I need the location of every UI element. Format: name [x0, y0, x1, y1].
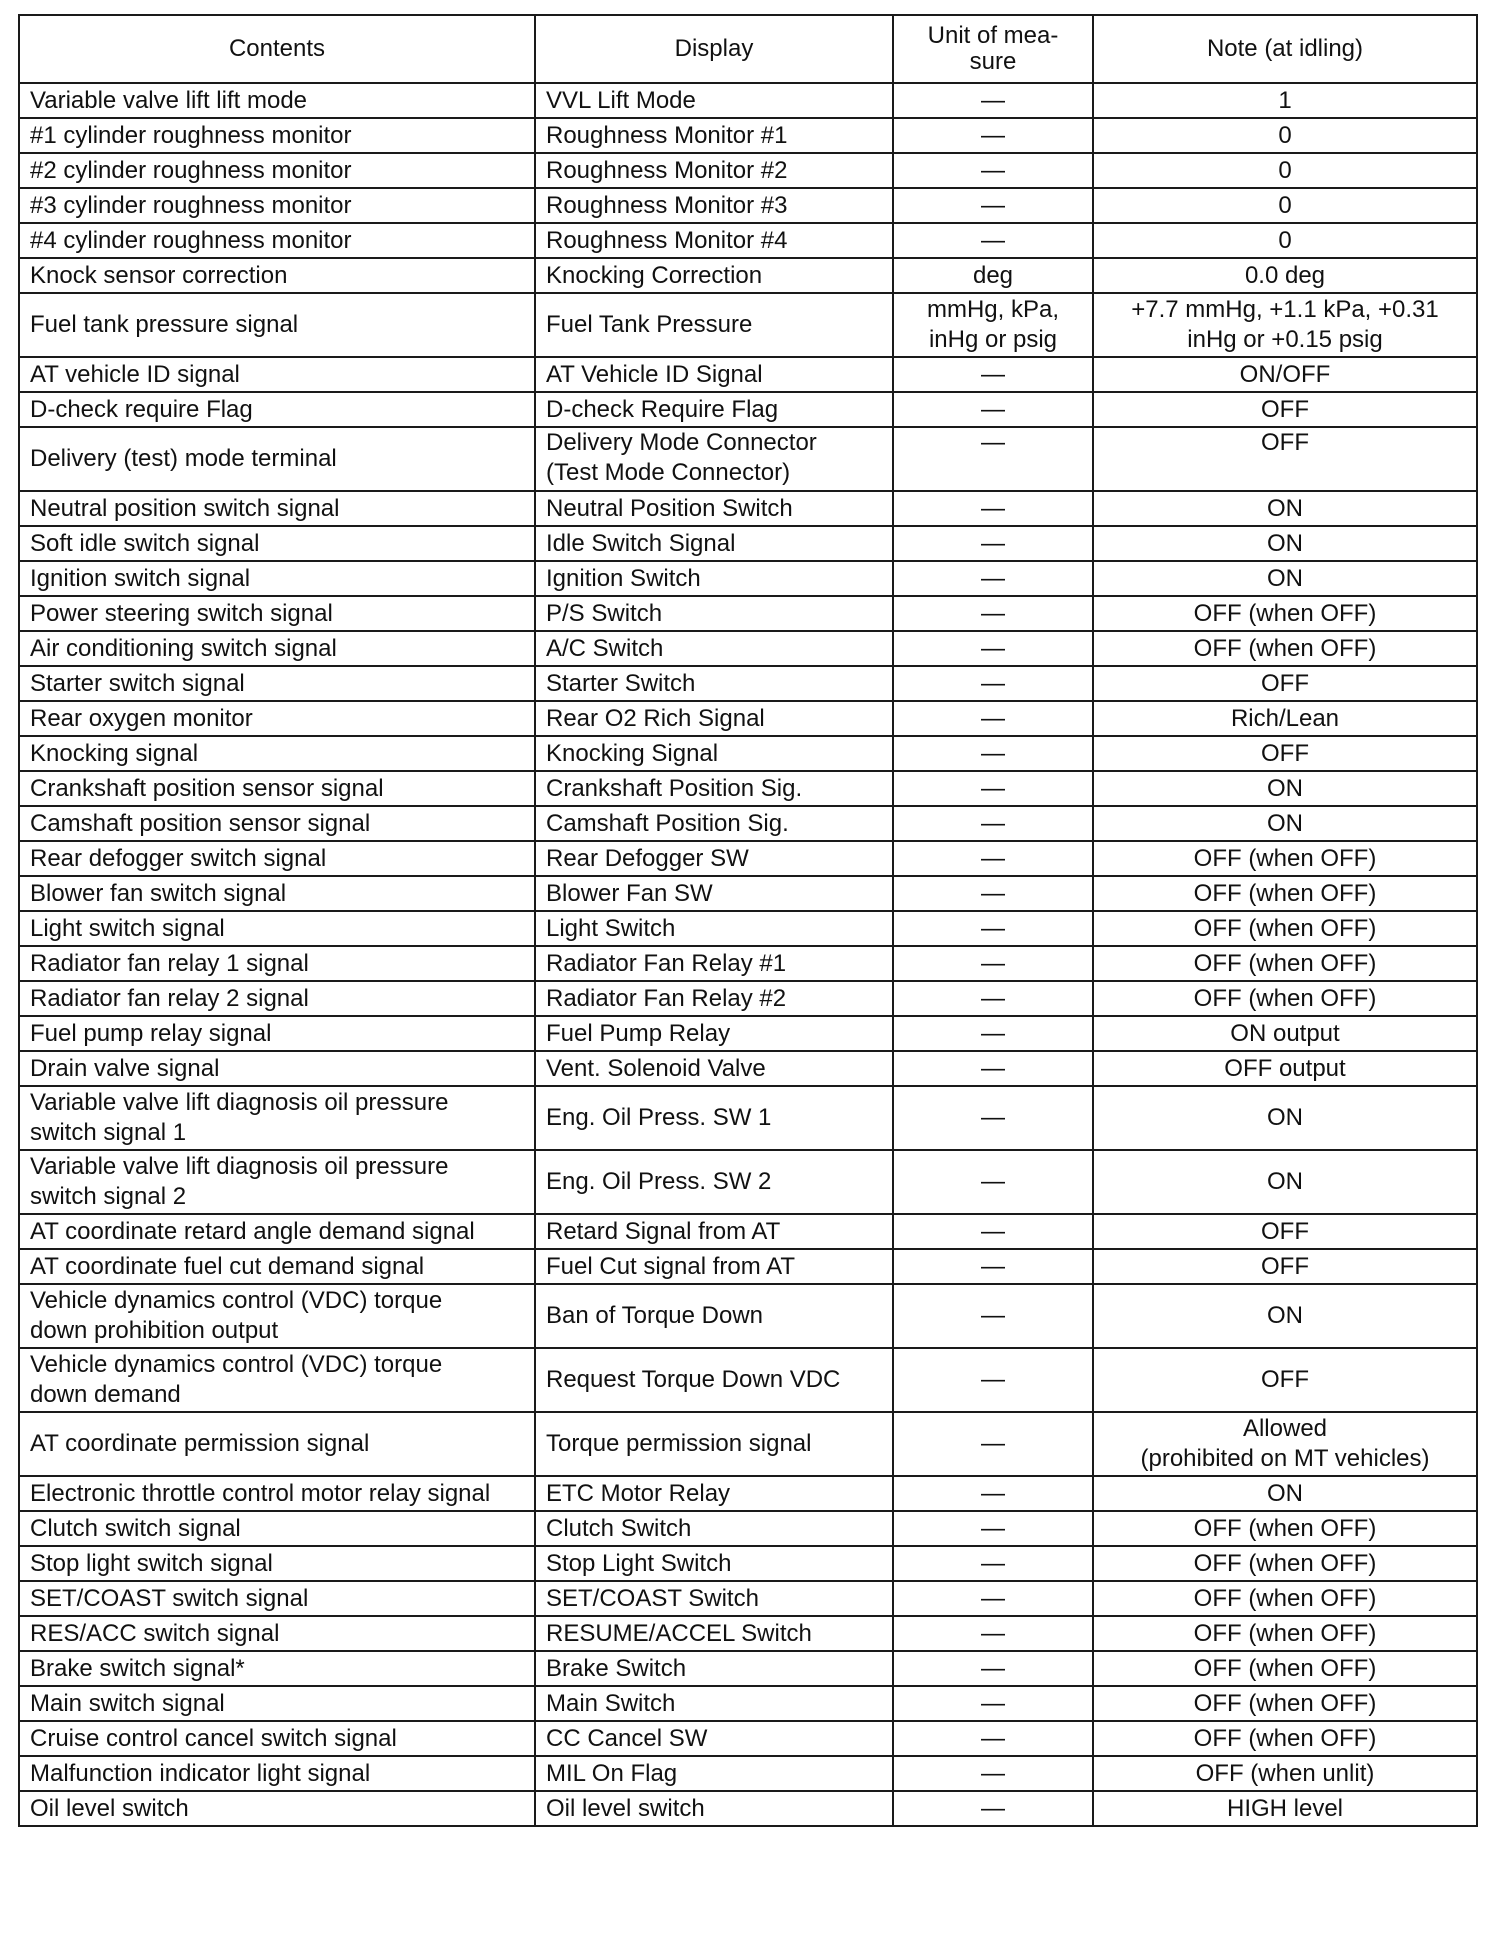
- cell-display: Starter Switch: [535, 666, 893, 701]
- cell-contents: Rear defogger switch signal: [19, 841, 535, 876]
- cell-unit: —: [893, 1686, 1093, 1721]
- cell-contents: AT vehicle ID signal: [19, 357, 535, 392]
- cell-contents: Drain valve signal: [19, 1051, 535, 1086]
- cell-note: ON/OFF: [1093, 357, 1477, 392]
- cell-contents: Soft idle switch signal: [19, 526, 535, 561]
- cell-contents: Main switch signal: [19, 1686, 535, 1721]
- cell-display: MIL On Flag: [535, 1756, 893, 1791]
- cell-unit: —: [893, 1616, 1093, 1651]
- cell-note: OFF (when OFF): [1093, 1686, 1477, 1721]
- cell-display: Blower Fan SW: [535, 876, 893, 911]
- table-row: [19, 1016, 1477, 1051]
- cell-note: 0: [1093, 223, 1477, 258]
- cell-note: OFF output: [1093, 1051, 1477, 1086]
- table-row: [19, 1546, 1477, 1581]
- cell-display: Eng. Oil Press. SW 2: [535, 1150, 893, 1214]
- table-row: [19, 876, 1477, 911]
- cell-display: VVL Lift Mode: [535, 83, 893, 118]
- cell-contents: RES/ACC switch signal: [19, 1616, 535, 1651]
- cell-unit: —: [893, 701, 1093, 736]
- cell-unit: —: [893, 596, 1093, 631]
- cell-note: ON: [1093, 806, 1477, 841]
- table-row: [19, 1686, 1477, 1721]
- cell-display: Light Switch: [535, 911, 893, 946]
- cell-display: SET/COAST Switch: [535, 1581, 893, 1616]
- cell-unit: —: [893, 631, 1093, 666]
- cell-note: ON: [1093, 1284, 1477, 1348]
- cell-display: Camshaft Position Sig.: [535, 806, 893, 841]
- cell-unit: —: [893, 806, 1093, 841]
- cell-display: Brake Switch: [535, 1651, 893, 1686]
- cell-note: OFF (when OFF): [1093, 981, 1477, 1016]
- table-row: [19, 258, 1477, 293]
- cell-contents: #3 cylinder roughness monitor: [19, 188, 535, 223]
- cell-note: OFF: [1093, 1348, 1477, 1412]
- cell-unit: —: [893, 1511, 1093, 1546]
- table-row: [19, 1651, 1477, 1686]
- cell-contents: Radiator fan relay 2 signal: [19, 981, 535, 1016]
- cell-unit: —: [893, 153, 1093, 188]
- table-row: [19, 1476, 1477, 1511]
- cell-display: Main Switch: [535, 1686, 893, 1721]
- cell-display: Roughness Monitor #2: [535, 153, 893, 188]
- cell-unit: —: [893, 526, 1093, 561]
- cell-unit: —: [893, 1546, 1093, 1581]
- table-row: [19, 946, 1477, 981]
- cell-unit: —: [893, 1051, 1093, 1086]
- cell-contents: Stop light switch signal: [19, 1546, 535, 1581]
- table-row: [19, 153, 1477, 188]
- table-row: [19, 392, 1477, 427]
- cell-display: Vent. Solenoid Valve: [535, 1051, 893, 1086]
- cell-display: Radiator Fan Relay #1: [535, 946, 893, 981]
- cell-display: Roughness Monitor #4: [535, 223, 893, 258]
- cell-display: RESUME/ACCEL Switch: [535, 1616, 893, 1651]
- cell-contents: Vehicle dynamics control (VDC) torque down demand: [19, 1348, 535, 1412]
- cell-note: OFF: [1093, 736, 1477, 771]
- table-row: [19, 736, 1477, 771]
- cell-note: +7.7 mmHg, +1.1 kPa, +0.31 inHg or +0.15 psig: [1093, 293, 1477, 357]
- cell-contents: AT coordinate permission signal: [19, 1412, 535, 1476]
- table-row: [19, 1412, 1477, 1476]
- cell-unit: —: [893, 946, 1093, 981]
- cell-contents: Fuel pump relay signal: [19, 1016, 535, 1051]
- cell-contents: AT coordinate fuel cut demand signal: [19, 1249, 535, 1284]
- cell-contents: Malfunction indicator light signal: [19, 1756, 535, 1791]
- cell-note: Rich/Lean: [1093, 701, 1477, 736]
- cell-note: ON: [1093, 1086, 1477, 1150]
- table-row: [19, 223, 1477, 258]
- table-row: [19, 526, 1477, 561]
- cell-note: 0: [1093, 188, 1477, 223]
- cell-display: A/C Switch: [535, 631, 893, 666]
- cell-unit: —: [893, 1348, 1093, 1412]
- cell-display: Roughness Monitor #3: [535, 188, 893, 223]
- cell-contents: Vehicle dynamics control (VDC) torque down prohibition output: [19, 1284, 535, 1348]
- cell-contents: Air conditioning switch signal: [19, 631, 535, 666]
- header-unit-text: Unit of mea- sure: [927, 22, 1059, 75]
- cell-contents: #1 cylinder roughness monitor: [19, 118, 535, 153]
- cell-display: Ignition Switch: [535, 561, 893, 596]
- cell-display: Delivery Mode Connector (Test Mode Connector): [535, 427, 893, 491]
- cell-unit: —: [893, 876, 1093, 911]
- table-row: [19, 1721, 1477, 1756]
- table-row: [19, 1511, 1477, 1546]
- cell-display: Idle Switch Signal: [535, 526, 893, 561]
- cell-note: Allowed (prohibited on MT vehicles): [1093, 1412, 1477, 1476]
- cell-note: ON: [1093, 1476, 1477, 1511]
- cell-display: Knocking Correction: [535, 258, 893, 293]
- table-row: [19, 631, 1477, 666]
- table-row: [19, 1616, 1477, 1651]
- data-monitor-table: [18, 14, 1478, 1827]
- cell-unit: —: [893, 1249, 1093, 1284]
- header-unit: [893, 15, 1093, 83]
- table-row: [19, 1214, 1477, 1249]
- cell-display: Crankshaft Position Sig.: [535, 771, 893, 806]
- cell-note: 0: [1093, 118, 1477, 153]
- cell-contents: Camshaft position sensor signal: [19, 806, 535, 841]
- cell-contents: Radiator fan relay 1 signal: [19, 946, 535, 981]
- table-row: [19, 1249, 1477, 1284]
- header-contents: Contents: [19, 15, 535, 83]
- cell-display: Request Torque Down VDC: [535, 1348, 893, 1412]
- table-row: [19, 981, 1477, 1016]
- cell-note: OFF (when unlit): [1093, 1756, 1477, 1791]
- cell-unit: —: [893, 911, 1093, 946]
- cell-unit: —: [893, 1791, 1093, 1826]
- cell-unit: —: [893, 427, 1093, 491]
- cell-unit: —: [893, 1756, 1093, 1791]
- cell-note: OFF (when OFF): [1093, 631, 1477, 666]
- cell-unit: —: [893, 118, 1093, 153]
- cell-note: 1: [1093, 83, 1477, 118]
- table-header: [19, 15, 1477, 83]
- table-body: [19, 83, 1477, 1826]
- cell-contents: Variable valve lift diagnosis oil pressure switch signal 2: [19, 1150, 535, 1214]
- cell-note: 0: [1093, 153, 1477, 188]
- cell-contents: Neutral position switch signal: [19, 491, 535, 526]
- cell-note: OFF: [1093, 666, 1477, 701]
- cell-contents: D-check require Flag: [19, 392, 535, 427]
- table-row: [19, 1150, 1477, 1214]
- cell-display: Torque permission signal: [535, 1412, 893, 1476]
- cell-display: Roughness Monitor #1: [535, 118, 893, 153]
- cell-unit: —: [893, 1086, 1093, 1150]
- cell-unit: —: [893, 981, 1093, 1016]
- cell-unit: deg: [893, 258, 1093, 293]
- cell-contents: AT coordinate retard angle demand signal: [19, 1214, 535, 1249]
- cell-contents: #4 cylinder roughness monitor: [19, 223, 535, 258]
- cell-display: Fuel Cut signal from AT: [535, 1249, 893, 1284]
- header-display: Display: [535, 15, 893, 83]
- cell-display: Retard Signal from AT: [535, 1214, 893, 1249]
- cell-note: OFF (when OFF): [1093, 1616, 1477, 1651]
- cell-contents: Crankshaft position sensor signal: [19, 771, 535, 806]
- cell-unit: —: [893, 561, 1093, 596]
- table-row: [19, 83, 1477, 118]
- table-row: [19, 1791, 1477, 1826]
- cell-note: OFF (when OFF): [1093, 1721, 1477, 1756]
- table-row: [19, 561, 1477, 596]
- cell-note: OFF: [1093, 1214, 1477, 1249]
- cell-unit: —: [893, 736, 1093, 771]
- cell-contents: Clutch switch signal: [19, 1511, 535, 1546]
- cell-contents: Variable valve lift lift mode: [19, 83, 535, 118]
- table-row: [19, 357, 1477, 392]
- cell-display: D-check Require Flag: [535, 392, 893, 427]
- table-row: [19, 293, 1477, 357]
- data-monitor-table-container: [18, 14, 1476, 1827]
- cell-display: Radiator Fan Relay #2: [535, 981, 893, 1016]
- cell-unit: mmHg, kPa, inHg or psig: [893, 293, 1093, 357]
- table-row: [19, 491, 1477, 526]
- cell-unit: —: [893, 1284, 1093, 1348]
- table-row: [19, 1051, 1477, 1086]
- cell-display: Oil level switch: [535, 1791, 893, 1826]
- table-row: [19, 701, 1477, 736]
- table-row: [19, 188, 1477, 223]
- cell-contents: Starter switch signal: [19, 666, 535, 701]
- cell-contents: Variable valve lift diagnosis oil pressure switch signal 1: [19, 1086, 535, 1150]
- cell-unit: —: [893, 1651, 1093, 1686]
- cell-contents: Knocking signal: [19, 736, 535, 771]
- table-row: [19, 806, 1477, 841]
- cell-note: ON output: [1093, 1016, 1477, 1051]
- cell-contents: Knock sensor correction: [19, 258, 535, 293]
- table-row: [19, 1756, 1477, 1791]
- cell-contents: Fuel tank pressure signal: [19, 293, 535, 357]
- cell-contents: Blower fan switch signal: [19, 876, 535, 911]
- cell-display: ETC Motor Relay: [535, 1476, 893, 1511]
- table-row: [19, 1086, 1477, 1150]
- table-row: [19, 771, 1477, 806]
- cell-note: OFF (when OFF): [1093, 841, 1477, 876]
- cell-display: Fuel Tank Pressure: [535, 293, 893, 357]
- cell-contents: SET/COAST switch signal: [19, 1581, 535, 1616]
- cell-unit: —: [893, 666, 1093, 701]
- cell-note: HIGH level: [1093, 1791, 1477, 1826]
- cell-note: ON: [1093, 771, 1477, 806]
- cell-note: OFF (when OFF): [1093, 876, 1477, 911]
- cell-contents: Oil level switch: [19, 1791, 535, 1826]
- table-row: [19, 118, 1477, 153]
- cell-display: Ban of Torque Down: [535, 1284, 893, 1348]
- cell-unit: —: [893, 1016, 1093, 1051]
- table-row: [19, 911, 1477, 946]
- cell-note: OFF: [1093, 392, 1477, 427]
- cell-contents: Rear oxygen monitor: [19, 701, 535, 736]
- cell-note: ON: [1093, 561, 1477, 596]
- cell-unit: —: [893, 1412, 1093, 1476]
- cell-note: ON: [1093, 491, 1477, 526]
- cell-display: Rear O2 Rich Signal: [535, 701, 893, 736]
- cell-unit: —: [893, 223, 1093, 258]
- cell-contents: Ignition switch signal: [19, 561, 535, 596]
- cell-note: OFF (when OFF): [1093, 1546, 1477, 1581]
- cell-display: Stop Light Switch: [535, 1546, 893, 1581]
- cell-unit: —: [893, 1721, 1093, 1756]
- cell-contents: #2 cylinder roughness monitor: [19, 153, 535, 188]
- table-row: [19, 596, 1477, 631]
- cell-contents: Power steering switch signal: [19, 596, 535, 631]
- table-row: [19, 1581, 1477, 1616]
- table-row: [19, 427, 1477, 491]
- cell-unit: —: [893, 83, 1093, 118]
- table-row: [19, 841, 1477, 876]
- cell-unit: —: [893, 188, 1093, 223]
- cell-note: 0.0 deg: [1093, 258, 1477, 293]
- cell-display: P/S Switch: [535, 596, 893, 631]
- cell-note: OFF: [1093, 1249, 1477, 1284]
- cell-note: OFF (when OFF): [1093, 911, 1477, 946]
- cell-unit: —: [893, 392, 1093, 427]
- cell-display: CC Cancel SW: [535, 1721, 893, 1756]
- cell-display: Neutral Position Switch: [535, 491, 893, 526]
- header-note: Note (at idling): [1093, 15, 1477, 83]
- cell-unit: —: [893, 1476, 1093, 1511]
- cell-unit: —: [893, 1581, 1093, 1616]
- cell-contents: Delivery (test) mode terminal: [19, 427, 535, 491]
- cell-unit: —: [893, 771, 1093, 806]
- header-row: [19, 15, 1477, 83]
- cell-contents: Cruise control cancel switch signal: [19, 1721, 535, 1756]
- cell-note: OFF (when OFF): [1093, 596, 1477, 631]
- cell-unit: —: [893, 491, 1093, 526]
- cell-contents: Light switch signal: [19, 911, 535, 946]
- cell-unit: —: [893, 357, 1093, 392]
- cell-contents: Electronic throttle control motor relay signal: [19, 1476, 535, 1511]
- cell-note: OFF (when OFF): [1093, 946, 1477, 981]
- cell-note: OFF (when OFF): [1093, 1581, 1477, 1616]
- cell-display: Clutch Switch: [535, 1511, 893, 1546]
- cell-unit: —: [893, 1214, 1093, 1249]
- cell-note: ON: [1093, 526, 1477, 561]
- cell-display: Knocking Signal: [535, 736, 893, 771]
- table-row: [19, 1284, 1477, 1348]
- cell-unit: —: [893, 841, 1093, 876]
- table-row: [19, 666, 1477, 701]
- cell-display: Fuel Pump Relay: [535, 1016, 893, 1051]
- cell-note: OFF: [1093, 427, 1477, 491]
- cell-note: ON: [1093, 1150, 1477, 1214]
- cell-display: Eng. Oil Press. SW 1: [535, 1086, 893, 1150]
- table-row: [19, 1348, 1477, 1412]
- cell-contents: Brake switch signal*: [19, 1651, 535, 1686]
- cell-note: OFF (when OFF): [1093, 1511, 1477, 1546]
- cell-note: OFF (when OFF): [1093, 1651, 1477, 1686]
- cell-unit: —: [893, 1150, 1093, 1214]
- cell-display: Rear Defogger SW: [535, 841, 893, 876]
- cell-display: AT Vehicle ID Signal: [535, 357, 893, 392]
